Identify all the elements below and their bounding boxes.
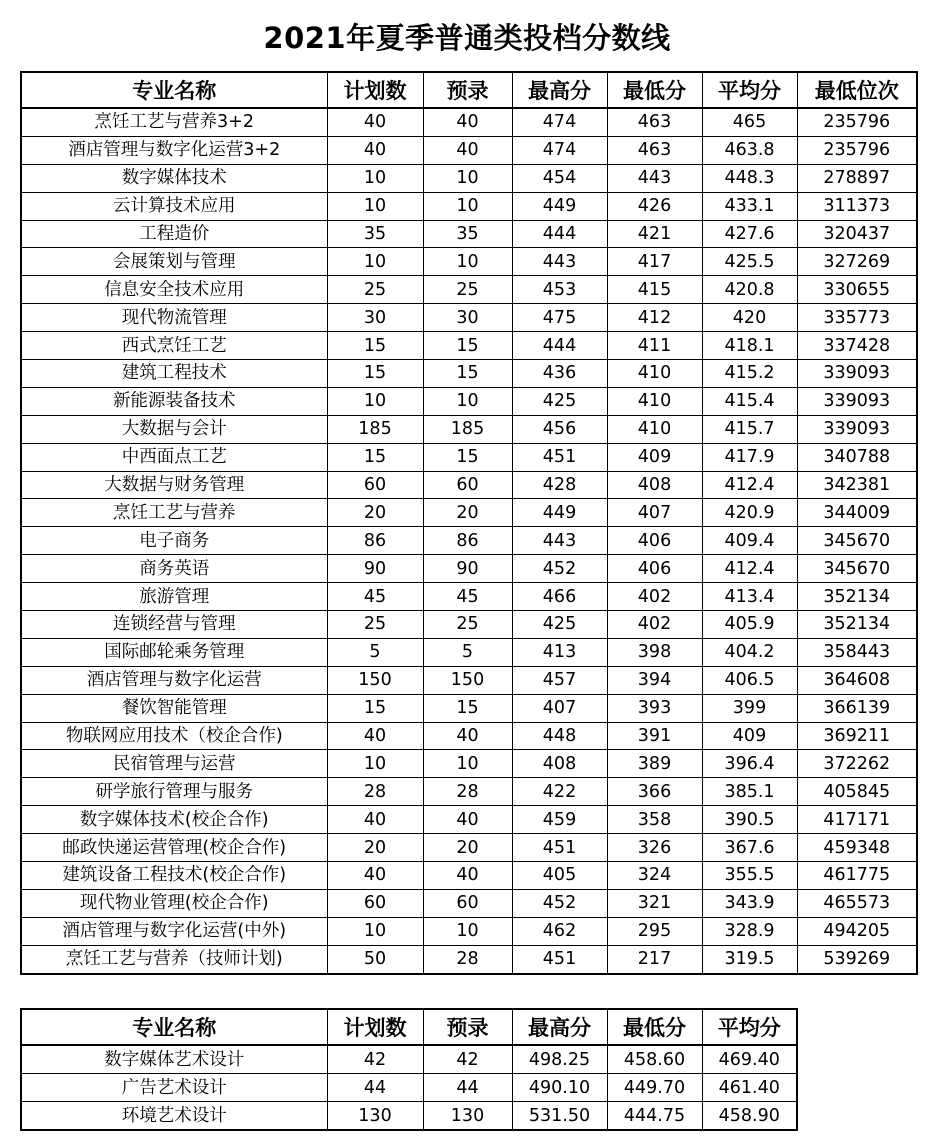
value-cell: 5 xyxy=(327,638,423,666)
value-cell: 86 xyxy=(327,527,423,555)
value-cell: 409 xyxy=(702,722,797,750)
value-cell: 391 xyxy=(607,722,702,750)
value-cell: 345670 xyxy=(797,555,917,583)
table-row xyxy=(21,862,917,890)
value-cell: 15 xyxy=(423,443,512,471)
value-cell: 453 xyxy=(512,276,607,304)
value-cell: 490.10 xyxy=(512,1074,607,1102)
value-cell: 459348 xyxy=(797,834,917,862)
table-row xyxy=(21,611,917,639)
value-cell: 451 xyxy=(512,834,607,862)
value-cell: 405.9 xyxy=(702,611,797,639)
column-header: 平均分 xyxy=(702,1009,797,1045)
value-cell: 459 xyxy=(512,806,607,834)
value-cell: 458.60 xyxy=(607,1045,702,1074)
value-cell: 385.1 xyxy=(702,778,797,806)
value-cell: 10 xyxy=(423,387,512,415)
major-name-cell: 云计算技术应用 xyxy=(21,192,327,220)
value-cell: 185 xyxy=(327,415,423,443)
table-row xyxy=(21,638,917,666)
major-name-cell: 建筑设备工程技术(校企合作) xyxy=(21,862,327,890)
value-cell: 406 xyxy=(607,555,702,583)
major-name-cell: 会展策划与管理 xyxy=(21,248,327,276)
major-name-cell: 旅游管理 xyxy=(21,583,327,611)
value-cell: 343.9 xyxy=(702,889,797,917)
value-cell: 406.5 xyxy=(702,666,797,694)
value-cell: 444 xyxy=(512,220,607,248)
major-name-cell: 现代物业管理(校企合作) xyxy=(21,889,327,917)
value-cell: 335773 xyxy=(797,304,917,332)
value-cell: 339093 xyxy=(797,360,917,388)
value-cell: 321 xyxy=(607,889,702,917)
value-cell: 409.4 xyxy=(702,527,797,555)
value-cell: 410 xyxy=(607,387,702,415)
value-cell: 410 xyxy=(607,415,702,443)
value-cell: 10 xyxy=(423,192,512,220)
value-cell: 463.8 xyxy=(702,136,797,164)
value-cell: 60 xyxy=(327,471,423,499)
major-name-cell: 电子商务 xyxy=(21,527,327,555)
major-name-cell: 国际邮轮乘务管理 xyxy=(21,638,327,666)
value-cell: 444 xyxy=(512,332,607,360)
value-cell: 10 xyxy=(327,192,423,220)
column-header: 最低分 xyxy=(607,1009,702,1045)
value-cell: 339093 xyxy=(797,415,917,443)
value-cell: 415 xyxy=(607,276,702,304)
value-cell: 40 xyxy=(423,136,512,164)
value-cell: 415.7 xyxy=(702,415,797,443)
value-cell: 345670 xyxy=(797,527,917,555)
table-row xyxy=(21,332,917,360)
value-cell: 474 xyxy=(512,108,607,136)
value-cell: 10 xyxy=(423,750,512,778)
value-cell: 45 xyxy=(423,583,512,611)
value-cell: 15 xyxy=(327,694,423,722)
value-cell: 295 xyxy=(607,917,702,945)
value-cell: 448 xyxy=(512,722,607,750)
column-header: 最低分 xyxy=(607,72,702,108)
value-cell: 415.2 xyxy=(702,360,797,388)
value-cell: 86 xyxy=(423,527,512,555)
table-row xyxy=(21,666,917,694)
value-cell: 422 xyxy=(512,778,607,806)
value-cell: 10 xyxy=(327,387,423,415)
table-row xyxy=(21,750,917,778)
column-header: 平均分 xyxy=(702,72,797,108)
column-header: 最低位次 xyxy=(797,72,917,108)
value-cell: 433.1 xyxy=(702,192,797,220)
value-cell: 324 xyxy=(607,862,702,890)
major-name-cell: 信息安全技术应用 xyxy=(21,276,327,304)
value-cell: 352134 xyxy=(797,611,917,639)
value-cell: 40 xyxy=(327,108,423,136)
value-cell: 396.4 xyxy=(702,750,797,778)
table-row xyxy=(21,164,917,192)
value-cell: 10 xyxy=(327,248,423,276)
column-header: 专业名称 xyxy=(21,1009,327,1045)
value-cell: 407 xyxy=(607,499,702,527)
table-row xyxy=(21,722,917,750)
score-table-art xyxy=(20,1008,798,1131)
value-cell: 425.5 xyxy=(702,248,797,276)
value-cell: 340788 xyxy=(797,443,917,471)
value-cell: 390.5 xyxy=(702,806,797,834)
value-cell: 369211 xyxy=(797,722,917,750)
value-cell: 20 xyxy=(327,499,423,527)
table-header-row xyxy=(21,1009,797,1045)
value-cell: 130 xyxy=(423,1102,512,1131)
value-cell: 420 xyxy=(702,304,797,332)
value-cell: 15 xyxy=(327,360,423,388)
value-cell: 130 xyxy=(327,1102,423,1131)
value-cell: 40 xyxy=(423,806,512,834)
table-row xyxy=(21,1045,797,1074)
value-cell: 326 xyxy=(607,834,702,862)
value-cell: 420.9 xyxy=(702,499,797,527)
major-name-cell: 大数据与会计 xyxy=(21,415,327,443)
value-cell: 404.2 xyxy=(702,638,797,666)
value-cell: 150 xyxy=(327,666,423,694)
value-cell: 426 xyxy=(607,192,702,220)
value-cell: 10 xyxy=(327,164,423,192)
value-cell: 358443 xyxy=(797,638,917,666)
major-name-cell: 大数据与财务管理 xyxy=(21,471,327,499)
value-cell: 463 xyxy=(607,136,702,164)
table-row xyxy=(21,555,917,583)
value-cell: 399 xyxy=(702,694,797,722)
major-name-cell: 西式烹饪工艺 xyxy=(21,332,327,360)
value-cell: 40 xyxy=(423,862,512,890)
table-row xyxy=(21,136,917,164)
value-cell: 420.8 xyxy=(702,276,797,304)
major-name-cell: 民宿管理与运营 xyxy=(21,750,327,778)
value-cell: 465573 xyxy=(797,889,917,917)
value-cell: 30 xyxy=(423,304,512,332)
value-cell: 415.4 xyxy=(702,387,797,415)
value-cell: 28 xyxy=(327,778,423,806)
value-cell: 217 xyxy=(607,945,702,973)
value-cell: 366 xyxy=(607,778,702,806)
table-row xyxy=(21,108,917,136)
value-cell: 531.50 xyxy=(512,1102,607,1131)
value-cell: 40 xyxy=(423,722,512,750)
value-cell: 90 xyxy=(327,555,423,583)
value-cell: 15 xyxy=(327,443,423,471)
value-cell: 461.40 xyxy=(702,1074,797,1102)
table-row xyxy=(21,778,917,806)
value-cell: 327269 xyxy=(797,248,917,276)
value-cell: 449.70 xyxy=(607,1074,702,1102)
value-cell: 20 xyxy=(423,834,512,862)
major-name-cell: 新能源装备技术 xyxy=(21,387,327,415)
table-row xyxy=(21,304,917,332)
table-row xyxy=(21,276,917,304)
value-cell: 30 xyxy=(327,304,423,332)
value-cell: 40 xyxy=(327,862,423,890)
value-cell: 413 xyxy=(512,638,607,666)
value-cell: 394 xyxy=(607,666,702,694)
value-cell: 458.90 xyxy=(702,1102,797,1131)
value-cell: 402 xyxy=(607,583,702,611)
value-cell: 448.3 xyxy=(702,164,797,192)
value-cell: 358 xyxy=(607,806,702,834)
value-cell: 436 xyxy=(512,360,607,388)
value-cell: 60 xyxy=(327,889,423,917)
value-cell: 15 xyxy=(423,360,512,388)
value-cell: 311373 xyxy=(797,192,917,220)
value-cell: 494205 xyxy=(797,917,917,945)
table-row xyxy=(21,583,917,611)
value-cell: 418.1 xyxy=(702,332,797,360)
value-cell: 449 xyxy=(512,192,607,220)
page-title: 2021年夏季普通类投档分数线 xyxy=(263,21,671,55)
value-cell: 185 xyxy=(423,415,512,443)
value-cell: 456 xyxy=(512,415,607,443)
value-cell: 40 xyxy=(423,108,512,136)
major-name-cell: 酒店管理与数字化运营(中外) xyxy=(21,917,327,945)
table-row xyxy=(21,387,917,415)
value-cell: 35 xyxy=(423,220,512,248)
value-cell: 449 xyxy=(512,499,607,527)
value-cell: 90 xyxy=(423,555,512,583)
table-row xyxy=(21,694,917,722)
value-cell: 461775 xyxy=(797,862,917,890)
major-name-cell: 数字媒体技术(校企合作) xyxy=(21,806,327,834)
value-cell: 25 xyxy=(423,611,512,639)
major-name-cell: 广告艺术设计 xyxy=(21,1074,327,1102)
value-cell: 5 xyxy=(423,638,512,666)
value-cell: 465 xyxy=(702,108,797,136)
value-cell: 28 xyxy=(423,945,512,973)
table-row xyxy=(21,220,917,248)
value-cell: 408 xyxy=(512,750,607,778)
major-name-cell: 数字媒体艺术设计 xyxy=(21,1045,327,1074)
column-header: 计划数 xyxy=(327,1009,423,1045)
value-cell: 428 xyxy=(512,471,607,499)
value-cell: 407 xyxy=(512,694,607,722)
value-cell: 372262 xyxy=(797,750,917,778)
table-row xyxy=(21,945,917,973)
value-cell: 498.25 xyxy=(512,1045,607,1074)
value-cell: 413.4 xyxy=(702,583,797,611)
value-cell: 405845 xyxy=(797,778,917,806)
value-cell: 35 xyxy=(327,220,423,248)
major-name-cell: 物联网应用技术（校企合作) xyxy=(21,722,327,750)
value-cell: 15 xyxy=(423,332,512,360)
table-row xyxy=(21,499,917,527)
value-cell: 539269 xyxy=(797,945,917,973)
value-cell: 398 xyxy=(607,638,702,666)
value-cell: 44 xyxy=(327,1074,423,1102)
major-name-cell: 现代物流管理 xyxy=(21,304,327,332)
value-cell: 15 xyxy=(423,694,512,722)
value-cell: 50 xyxy=(327,945,423,973)
major-name-cell: 烹饪工艺与营养 xyxy=(21,499,327,527)
value-cell: 352134 xyxy=(797,583,917,611)
table-row xyxy=(21,889,917,917)
value-cell: 339093 xyxy=(797,387,917,415)
score-table-general xyxy=(20,71,918,975)
value-cell: 409 xyxy=(607,443,702,471)
table-row xyxy=(21,527,917,555)
column-header: 预录 xyxy=(423,1009,512,1045)
value-cell: 330655 xyxy=(797,276,917,304)
table-row xyxy=(21,806,917,834)
value-cell: 355.5 xyxy=(702,862,797,890)
value-cell: 402 xyxy=(607,611,702,639)
value-cell: 28 xyxy=(423,778,512,806)
value-cell: 452 xyxy=(512,889,607,917)
value-cell: 389 xyxy=(607,750,702,778)
table-row xyxy=(21,1102,797,1131)
value-cell: 427.6 xyxy=(702,220,797,248)
major-name-cell: 连锁经营与管理 xyxy=(21,611,327,639)
value-cell: 444.75 xyxy=(607,1102,702,1131)
value-cell: 451 xyxy=(512,443,607,471)
value-cell: 319.5 xyxy=(702,945,797,973)
value-cell: 466 xyxy=(512,583,607,611)
table-row xyxy=(21,360,917,388)
value-cell: 25 xyxy=(327,611,423,639)
major-name-cell: 酒店管理与数字化运营 xyxy=(21,666,327,694)
value-cell: 367.6 xyxy=(702,834,797,862)
value-cell: 443 xyxy=(607,164,702,192)
table-row xyxy=(21,192,917,220)
value-cell: 417171 xyxy=(797,806,917,834)
column-header: 专业名称 xyxy=(21,72,327,108)
value-cell: 40 xyxy=(327,136,423,164)
value-cell: 20 xyxy=(327,834,423,862)
value-cell: 412.4 xyxy=(702,555,797,583)
value-cell: 10 xyxy=(423,248,512,276)
table-row xyxy=(21,415,917,443)
table-row xyxy=(21,834,917,862)
value-cell: 235796 xyxy=(797,136,917,164)
value-cell: 457 xyxy=(512,666,607,694)
value-cell: 393 xyxy=(607,694,702,722)
table-row xyxy=(21,917,917,945)
value-cell: 412.4 xyxy=(702,471,797,499)
value-cell: 417 xyxy=(607,248,702,276)
value-cell: 10 xyxy=(327,917,423,945)
value-cell: 474 xyxy=(512,136,607,164)
table-row xyxy=(21,471,917,499)
value-cell: 408 xyxy=(607,471,702,499)
value-cell: 40 xyxy=(327,806,423,834)
major-name-cell: 烹饪工艺与营养（技师计划) xyxy=(21,945,327,973)
value-cell: 406 xyxy=(607,527,702,555)
value-cell: 417.9 xyxy=(702,443,797,471)
column-header: 最高分 xyxy=(512,72,607,108)
value-cell: 421 xyxy=(607,220,702,248)
major-name-cell: 餐饮智能管理 xyxy=(21,694,327,722)
value-cell: 44 xyxy=(423,1074,512,1102)
value-cell: 454 xyxy=(512,164,607,192)
value-cell: 412 xyxy=(607,304,702,332)
value-cell: 411 xyxy=(607,332,702,360)
major-name-cell: 环境艺术设计 xyxy=(21,1102,327,1131)
value-cell: 425 xyxy=(512,611,607,639)
value-cell: 364608 xyxy=(797,666,917,694)
major-name-cell: 研学旅行管理与服务 xyxy=(21,778,327,806)
major-name-cell: 酒店管理与数字化运营3+2 xyxy=(21,136,327,164)
table-row xyxy=(21,248,917,276)
value-cell: 40 xyxy=(327,722,423,750)
value-cell: 475 xyxy=(512,304,607,332)
value-cell: 451 xyxy=(512,945,607,973)
value-cell: 42 xyxy=(327,1045,423,1074)
value-cell: 235796 xyxy=(797,108,917,136)
major-name-cell: 建筑工程技术 xyxy=(21,360,327,388)
column-header: 最高分 xyxy=(512,1009,607,1045)
value-cell: 10 xyxy=(423,164,512,192)
value-cell: 328.9 xyxy=(702,917,797,945)
value-cell: 45 xyxy=(327,583,423,611)
value-cell: 410 xyxy=(607,360,702,388)
value-cell: 150 xyxy=(423,666,512,694)
value-cell: 452 xyxy=(512,555,607,583)
value-cell: 462 xyxy=(512,917,607,945)
value-cell: 337428 xyxy=(797,332,917,360)
value-cell: 344009 xyxy=(797,499,917,527)
value-cell: 42 xyxy=(423,1045,512,1074)
value-cell: 366139 xyxy=(797,694,917,722)
major-name-cell: 烹饪工艺与营养3+2 xyxy=(21,108,327,136)
table-row xyxy=(21,1074,797,1102)
value-cell: 425 xyxy=(512,387,607,415)
value-cell: 320437 xyxy=(797,220,917,248)
value-cell: 278897 xyxy=(797,164,917,192)
value-cell: 15 xyxy=(327,332,423,360)
value-cell: 60 xyxy=(423,889,512,917)
value-cell: 25 xyxy=(327,276,423,304)
value-cell: 25 xyxy=(423,276,512,304)
value-cell: 10 xyxy=(327,750,423,778)
value-cell: 469.40 xyxy=(702,1045,797,1074)
column-header: 计划数 xyxy=(327,72,423,108)
value-cell: 443 xyxy=(512,527,607,555)
value-cell: 405 xyxy=(512,862,607,890)
column-header: 预录 xyxy=(423,72,512,108)
major-name-cell: 商务英语 xyxy=(21,555,327,583)
major-name-cell: 工程造价 xyxy=(21,220,327,248)
value-cell: 342381 xyxy=(797,471,917,499)
value-cell: 10 xyxy=(423,917,512,945)
value-cell: 60 xyxy=(423,471,512,499)
table-header-row xyxy=(21,72,917,108)
value-cell: 443 xyxy=(512,248,607,276)
major-name-cell: 中西面点工艺 xyxy=(21,443,327,471)
major-name-cell: 邮政快递运营管理(校企合作) xyxy=(21,834,327,862)
major-name-cell: 数字媒体技术 xyxy=(21,164,327,192)
value-cell: 463 xyxy=(607,108,702,136)
table-row xyxy=(21,443,917,471)
value-cell: 20 xyxy=(423,499,512,527)
